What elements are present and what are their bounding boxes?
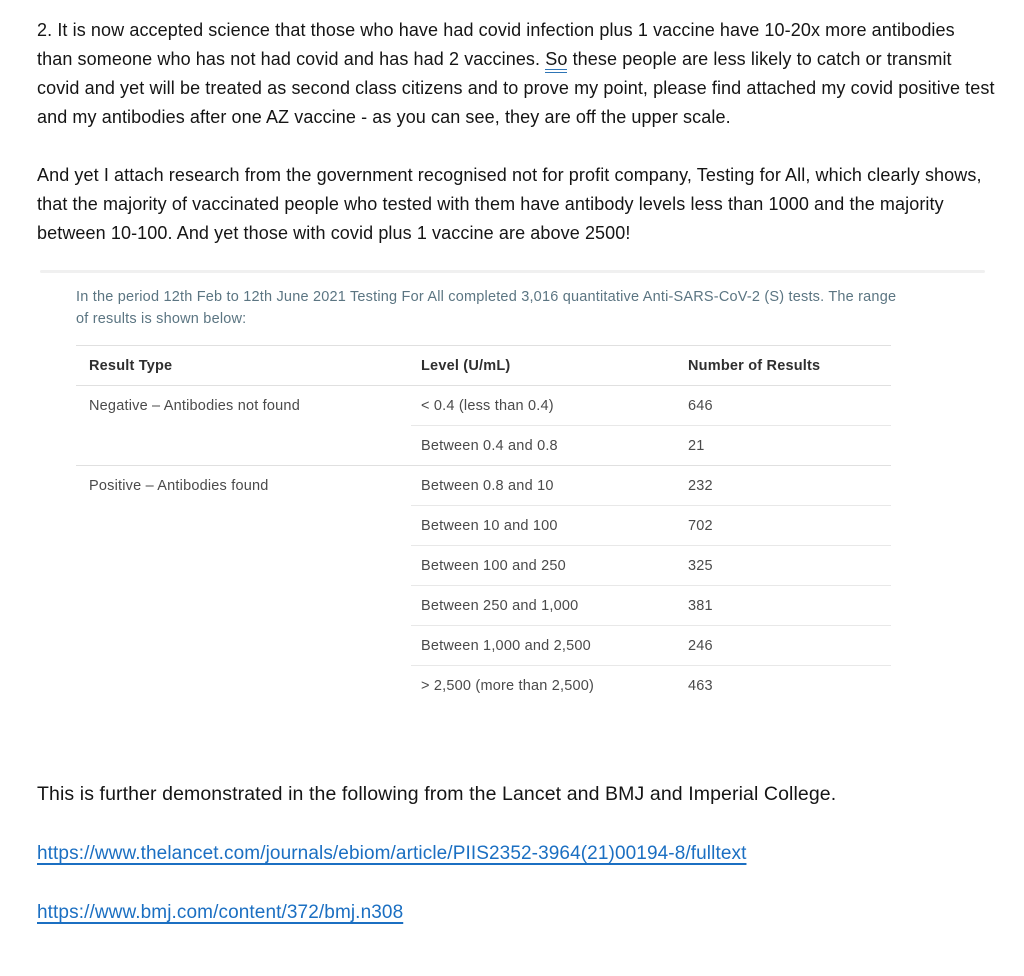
result-type-cell (76, 634, 411, 658)
result-type-cell (76, 594, 411, 618)
results-table (76, 345, 891, 706)
number-of-results-cell: 246 (688, 626, 891, 666)
column-header-result-type: Result Type (89, 358, 173, 374)
bmj-article-link[interactable]: https://www.bmj.com/content/372/bmj.n308 (37, 902, 404, 923)
table-row (76, 666, 891, 706)
grammar-checked-word-so: So (545, 49, 567, 73)
report-intro-text: In the period 12th Feb to 12th June 2021 Testing For All completed 3,016 quantitative Anti-SARS-CoV-2 (S) tests. The range of results is shown below: (76, 289, 897, 327)
number-of-results-cell: 381 (688, 586, 891, 626)
table-row (76, 546, 891, 586)
paragraph-text-after-so: these people are less likely to catch or transmit covid and yet will be treated as second class citizens and to prove my point, please find attached my covid positive test and my antibodies after one AZ vaccine - as you can see, they are off the upper scale. (37, 49, 995, 127)
table-row (76, 586, 891, 626)
result-type-cell: Positive – Antibodies found (89, 478, 269, 494)
result-type-cell: Negative – Antibodies not found (89, 398, 300, 414)
lancet-article-link[interactable]: https://www.thelancet.com/journals/ebiom/article/PIIS2352-3964(21)00194-8/fulltext (37, 843, 747, 864)
level-cell: Between 250 and 1,000 (411, 586, 688, 626)
paragraph-text-before-so: 2. It is now accepted science that those who have had covid infection plus 1 vaccine have 10-20x more antibodies than someone who has not had covid and has had 2 vaccines. (37, 20, 955, 69)
table-row (76, 426, 891, 466)
number-of-results-cell: 463 (688, 678, 713, 694)
number-of-results-cell: 21 (688, 438, 705, 454)
results-table-body (76, 386, 891, 706)
table-row (76, 386, 891, 426)
link-line-bmj (37, 902, 990, 924)
number-of-results-cell: 325 (688, 546, 891, 586)
paragraph-testing-for-all: And yet I attach research from the government recognised not for profit company, Testing for All, which clearly shows, that the majority of vaccinated people who tested with them have antibody levels less than 1000 and the majority between 10-100. And yet those with covid plus 1 vaccine are above 2500! (37, 165, 982, 243)
link-line-lancet (37, 843, 990, 865)
level-cell: < 0.4 (less than 0.4) (411, 386, 688, 426)
number-of-results-cell: 232 (688, 466, 891, 506)
column-header-number-of-results: Number of Results (688, 358, 821, 374)
level-cell: Between 0.4 and 0.8 (421, 438, 558, 454)
number-of-results-cell: 646 (688, 386, 891, 426)
embedded-report-screenshot (40, 270, 985, 726)
result-type-cell (76, 514, 411, 538)
level-cell: Between 100 and 250 (411, 546, 688, 586)
level-cell: Between 10 and 100 (411, 506, 688, 546)
level-cell: Between 1,000 and 2,500 (411, 626, 688, 666)
level-cell: Between 0.8 and 10 (411, 466, 688, 506)
number-of-results-cell: 702 (688, 506, 891, 546)
result-type-cell (76, 434, 411, 457)
result-type-cell (76, 674, 411, 698)
closing-statement: This is further demonstrated in the following from the Lancet and BMJ and Imperial College. (37, 783, 837, 805)
table-row (76, 626, 891, 666)
table-row (76, 466, 891, 506)
results-table-header-row (76, 345, 891, 386)
result-type-cell (76, 554, 411, 578)
table-row (76, 506, 891, 546)
level-cell: > 2,500 (more than 2,500) (421, 678, 595, 694)
column-header-level: Level (U/mL) (421, 358, 511, 374)
paragraph-antibodies-claim (37, 16, 995, 132)
